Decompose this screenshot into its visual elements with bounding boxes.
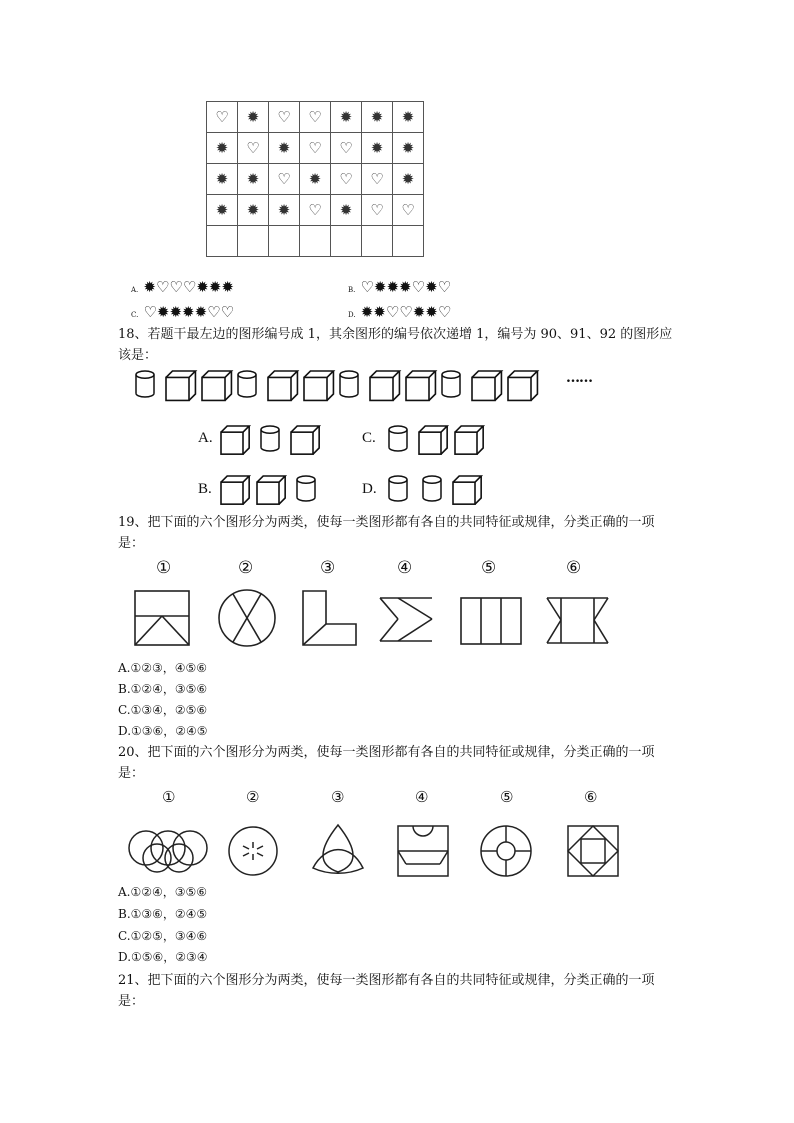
option-symbols: ✹♡♡♡✹✹✹	[143, 278, 234, 296]
grid-cell: ✹	[238, 195, 269, 226]
q18-ellipsis: ……	[566, 370, 592, 386]
grid-cell	[238, 226, 269, 257]
grid-cell: ♡	[238, 133, 269, 164]
grid-cell: ✹	[207, 164, 238, 195]
grid-cell	[207, 226, 238, 257]
option-symbols: ✹✹♡♡✹✹♡	[360, 303, 452, 321]
q20-figures	[120, 820, 620, 880]
question-18-text: 18、若题干最左边的图形编号成 1，其余图形的编号依次递增 1，编号为 90、91、92 的图形应该是：	[118, 327, 673, 363]
grid-cell: ✹	[269, 133, 300, 164]
grid-cell: ♡	[269, 164, 300, 195]
q18-option-b-letter: B.	[198, 481, 212, 497]
grid-row	[207, 164, 424, 195]
cylinder-shape	[261, 426, 279, 451]
grid-cell	[393, 226, 424, 257]
q20-option-c: C.①②⑤，③④⑥	[118, 929, 208, 943]
cube-shape	[370, 371, 399, 400]
q20-option-b: B.①③⑥，②④⑤	[118, 907, 208, 921]
grid-cell: ✹	[238, 102, 269, 133]
grid-cell	[269, 226, 300, 257]
q19-label-2: ②	[238, 558, 254, 578]
grid-cell: ✹	[393, 164, 424, 195]
cube-shape	[202, 371, 231, 400]
grid-cell	[362, 226, 393, 257]
grid-cell	[300, 226, 331, 257]
cube-shape	[166, 371, 195, 400]
q20-label-1: ①	[162, 788, 176, 806]
q19-option-c: C.①③④，②⑤⑥	[118, 703, 208, 717]
q20-label-4: ④	[415, 788, 429, 806]
q20-figure-5	[481, 826, 531, 876]
q20-figure-4	[398, 826, 448, 876]
grid-cell: ✹	[362, 133, 393, 164]
grid-cell: ✹	[362, 102, 393, 133]
q19-label-6: ⑥	[566, 558, 582, 578]
q20-figure-1	[129, 831, 207, 872]
grid-row	[207, 133, 424, 164]
q20-label-2: ②	[246, 788, 260, 806]
cube-shape	[453, 476, 481, 504]
q18-option-a-figure	[218, 424, 328, 454]
cylinder-shape	[389, 426, 407, 451]
option-letter: B.	[348, 286, 356, 294]
cube-shape	[455, 426, 483, 454]
grid-cell: ✹	[207, 195, 238, 226]
question-21-text: 21、把下面的六个图形分为两类，使每一类图形都有各自的共同特征或规律，分类正确的一项是：	[118, 973, 655, 1009]
grid-option-d	[348, 302, 451, 321]
q20-label-5: ⑤	[500, 788, 514, 806]
grid-cell: ✹	[300, 164, 331, 195]
cube-shape	[304, 371, 333, 400]
grid-option-b	[348, 277, 451, 296]
q20-label-3: ③	[331, 788, 345, 806]
cube-shape	[257, 476, 285, 504]
grid-cell: ♡	[362, 164, 393, 195]
cylinder-shape	[136, 371, 154, 397]
q18-option-a-letter: A.	[198, 430, 213, 446]
option-symbols: ♡✹✹✹✹♡♡	[143, 303, 235, 321]
grid-cell: ♡	[269, 102, 300, 133]
cylinder-shape	[423, 476, 441, 501]
grid-cell: ✹	[238, 164, 269, 195]
symbol-grid	[206, 101, 424, 256]
cylinder-shape	[340, 371, 358, 397]
q19-figure-3	[303, 591, 356, 645]
grid-cell: ✹	[207, 133, 238, 164]
grid-cell: ✹	[393, 102, 424, 133]
q19-label-1: ①	[156, 558, 172, 578]
q20-label-6: ⑥	[584, 788, 598, 806]
grid-cell: ♡	[331, 133, 362, 164]
grid-cell: ✹	[269, 195, 300, 226]
q18-option-d-letter: D.	[362, 481, 377, 497]
q19-option-d: D.①③⑥，②④⑤	[118, 724, 208, 738]
grid-row	[207, 226, 424, 257]
cube-shape	[419, 426, 447, 454]
q19-option-b: B.①②④，③⑤⑥	[118, 682, 208, 696]
q19-figure-4	[380, 598, 432, 641]
q18-option-b-figure	[218, 474, 328, 504]
grid-cell	[331, 226, 362, 257]
q20-figure-2	[229, 827, 277, 875]
q18-option-c-figure	[382, 424, 492, 454]
grid-cell: ✹	[393, 133, 424, 164]
grid-option-c	[131, 302, 234, 321]
q18-option-c-letter: C.	[362, 430, 376, 446]
cube-shape	[221, 426, 249, 454]
q19-figure-6	[547, 598, 608, 643]
q19-figure-2	[219, 590, 275, 646]
cube-shape	[472, 371, 501, 400]
q19-label-4: ④	[397, 558, 413, 578]
grid-cell: ♡	[362, 195, 393, 226]
grid-cell: ♡	[300, 133, 331, 164]
cube-shape	[221, 476, 249, 504]
grid-option-a	[131, 277, 234, 296]
q19-figure-1	[135, 591, 189, 645]
q19-label-3: ③	[320, 558, 336, 578]
cube-shape	[268, 371, 297, 400]
q18-sequence-figure	[130, 366, 610, 402]
cylinder-shape	[238, 371, 256, 397]
option-letter: D.	[348, 311, 356, 319]
cube-shape	[508, 371, 537, 400]
option-letter: A.	[131, 286, 139, 294]
grid-cell: ✹	[331, 195, 362, 226]
question-20-text: 20、把下面的六个图形分为两类，使每一类图形都有各自的共同特征或规律，分类正确的一项是：	[118, 745, 655, 781]
grid-cell: ♡	[300, 195, 331, 226]
q19-figure-5	[461, 598, 521, 644]
q20-figure-3	[313, 825, 363, 873]
grid-cell: ♡	[393, 195, 424, 226]
grid-cell: ♡	[331, 164, 362, 195]
grid-row	[207, 102, 424, 133]
q19-figures	[120, 588, 620, 648]
q20-option-a: A.①②④，③⑤⑥	[118, 885, 208, 899]
q20-figure-6	[568, 826, 618, 876]
q19-label-5: ⑤	[481, 558, 497, 578]
cylinder-shape	[389, 476, 407, 501]
cube-shape	[406, 371, 435, 400]
option-letter: C.	[131, 311, 139, 319]
cylinder-shape	[442, 371, 460, 397]
question-19-text: 19、把下面的六个图形分为两类，使每一类图形都有各自的共同特征或规律，分类正确的一项是：	[118, 515, 655, 551]
grid-cell: ♡	[207, 102, 238, 133]
grid-cell: ✹	[331, 102, 362, 133]
grid-cell: ♡	[300, 102, 331, 133]
q19-option-a: A.①②③，④⑤⑥	[118, 661, 208, 675]
q18-option-d-figure	[382, 474, 492, 504]
option-symbols: ♡✹✹✹♡✹♡	[360, 278, 452, 296]
q20-option-d: D.①⑤⑥，②③④	[118, 950, 208, 964]
grid-row	[207, 195, 424, 226]
cylinder-shape	[297, 476, 315, 501]
cube-shape	[291, 426, 319, 454]
